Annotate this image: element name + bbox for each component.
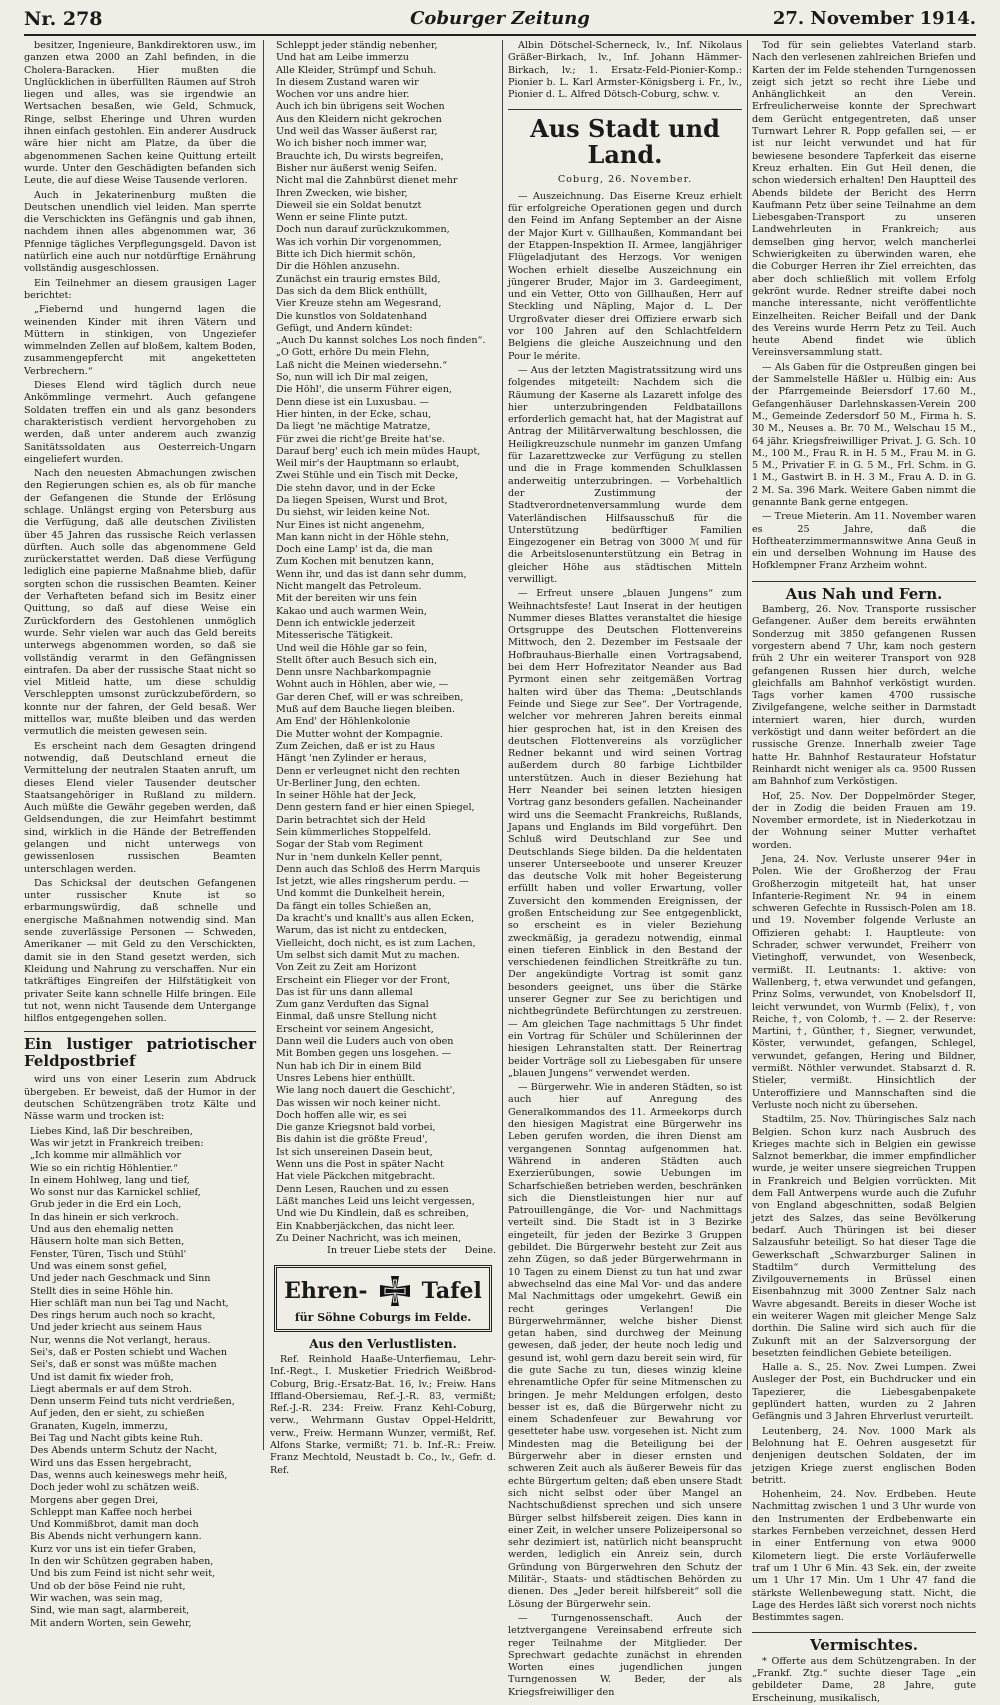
poem-line: Nur in 'nem dunkeln Keller pennt, — [276, 851, 443, 863]
news-item: Halle a. S., 25. Nov. Zwei Lumpen. Zwei Ausleger der Post, ein Buchdrucker und ein Tapezierer, die Liebesgabenpakete geplündert hatten, wurden zu 2 Jahren Gefängnis und 3 Jahren Ehrverlust verurteilt. — [752, 1362, 976, 1423]
poem-line: Darin betrachtet sich der Held — [276, 814, 426, 826]
poem-line: Aus den Kleidern nicht gekrochen — [276, 113, 442, 125]
poem-line: Kurz vor uns ist ein tiefer Graben, — [30, 1543, 197, 1555]
ehrentafel-title-left: Ehren- — [284, 1278, 368, 1305]
poem-line: Dir die Höhlen anzusehn. — [276, 261, 400, 273]
poem-line: Ur-Berliner Jung, den echten. — [276, 777, 421, 789]
paragraph: besitzer, Ingenieure, Bankdirektoren usw., im ganzen etwa 2000 an Zahl befinden, in die Cholera-Baracken. Hier mußten die Unglücklichen in überfüllten Räumen auf Stroh liegen und alles, was sie irgendwie an Wertsachen besaßen, wie Geld, Schmuck, Ringe, selbst Eheringe und Uhren wurden ihnen einfach gestohlen. Ein anderer Ausdruck wäre hier nicht am Platze, da über die abgenommenen Sachen keine Quittung erteilt wurde. Unter den Geschädigten befanden sich Leute, die auf diese Weise Tausende verloren. — [24, 40, 256, 187]
poem-line: Denn diese ist ein Luxusbau. — — [276, 396, 429, 408]
poem-line: Doch eine Lamp' ist da, die man — [276, 544, 433, 556]
column-rule — [263, 40, 264, 1450]
paragraph: Dieses Elend wird täglich durch neue Ankömmlinge vermehrt. Auch gefangene Soldaten treffen ein und als ganz besonders charakteristisch verdient hervorgehoben zu werden, daß unter anderem auch zwanzig Sanitätssoldaten aus Oesterreich-Ungarn eingeliefert wurden. — [24, 380, 256, 465]
poem-line: Und jeder nach Geschmack und Sinn — [30, 1273, 211, 1285]
poem-line: Und Kommißbrot, damit man doch — [30, 1519, 199, 1531]
news-item: Jena, 24. Nov. Verluste unserer 94er in Polen. Wie der Großherzog der Frau Großherzogin mitgeteilt hat, hat unser Infanterie-Regiment Nr. 94 in einem schweren Gefechte in Russisch-Polen am 18. und 19. November folgende Verluste an Offizieren gehabt: I. Hauptleute: von Schrader, schwer verwundet, Freiherr von Vietinghoff, verwundet, von Wesenbeck, vermißt. II. Leutnants: 1. aktive: von Wallenberg, †, etwa verwundet und gefangen, Prinz Solms, verwundet, von Knobelsdorf II, leicht verwundet, von Wurmb (Felix), †, von Reiche, †, von Colomb, †. — 2. der Reserve: Martini, †, Günther, †, Siegner, verwundet, Köster, verwundet, gefangen, Schlegel, verwundet, gefangen, Hering und Bildner, vermißt. Nöthler verwundet. Stabsarzt d. R. Stieler, vermißt. Hinsichtlich der Unteroffiziere und Mannschaften sind die Verluste noch nicht zu übersehen. — [752, 854, 976, 1111]
poem-line: Und ist damit fix wieder froh, — [30, 1371, 174, 1383]
news-item: — Auszeichnung. Das Eiserne Kreuz erhielt für erfolgreiche Operationen gegen und durch den Feind im Anfang September an der Aisne der Major Kurt v. Gillhaußen, Kommandant bei der Etappen-Inspektion II. Armee, langjähriger Flügeladjutant des Herzogs. Vor wenigen Wochen erhielt dieselbe Auszeichnung ein jüngerer Bruder, Major im 3. Gardeegiment, und ein Vetter, Otto von Gillhaußen, Herr auf Steckling und Näpling, Major d. L. Der Urgroßvater dieser drei Offiziere erwarb sich vor 100 Jahren auf den Schlachtfeldern Belgiens die gleiche Auszeichnung und den Pour le mérite. — [508, 190, 742, 362]
poem-line: Und bis zum Feind ist nicht sehr weit, — [30, 1568, 216, 1580]
ehrentafel-box — [274, 1265, 492, 1331]
poem-line: Zwei Stühle und ein Tisch mit Decke, — [276, 470, 459, 482]
poem-line: Liegt abermals er auf dem Stroh. — [30, 1383, 192, 1395]
poem-line: Mit Bomben gegen uns losgehen. — — [276, 1048, 452, 1060]
poem-line: Die Mutter wohnt der Kompagnie. — [276, 728, 443, 740]
poem-line: Da liegen Speisen, Wurst und Brot, — [276, 494, 448, 506]
news-item: Stadtilm, 25. Nov. Thüringisches Salz nach Belgien. Schon kurz nach Ausbruch des Krieges machte sich in Belgien ein gewisse Salznot bemerkbar, die immer empfindlicher wurde, je weiter unsere siegreichen Truppen in Frankreich und Belgien vorrückten. Mit dem Fall Antwerpens wurde auch die Zufuhr von England abgeschnitten, sodaß Belgien jetzt des Salzes, das seine Bevölkerung bedarf. Auch Thüringen ist bei dieser Salzausfuhr beteiligt. So hat dieser Tage die Gewerkschaft „Schwarzburger Salinen in Stadtilm“ durch Vermittelung des Zivilgouvernements in Brüssel einen Eisenbahnzug mit 3000 Zentner Salz nach Wavre abgesandt. Bereits in dieser Woche ist ein weiterer Wagen mit gleicher Menge Salz dorthin. Die Saline wird sich auch für die Zukunft mit an der Salzversorgung der besetzten feindlichen Gebiete beteiligen. — [752, 1114, 976, 1359]
poem-line: Gefügt, und Andern kündet: — [276, 322, 413, 334]
poem-line: Doch nun darauf zurückzukommen, — [276, 224, 450, 236]
poem-line: Denn er verleugnet nicht den rechten — [276, 765, 460, 777]
section-headline-vermischtes: Vermischtes. — [752, 1632, 976, 1651]
poem-line: Zum Kochen mit benutzen kann, — [276, 556, 435, 568]
paragraph: Ein Teilnehmer an diesem grausigen Lager berichtet: — [24, 277, 256, 301]
poem-line: Da kracht's und knallt's aus allen Ecken, — [276, 913, 475, 925]
news-item: Bamberg, 26. Nov. Transporte russischer Gefangener. Außer dem bereits erwähnten Sonderzug mit 3850 gefangenen Russen vorgestern abend 7 Uhr, kam noch gestern früh 2 Uhr ein weiterer Transport von 928 gefangenen Russen hier durch, welche gleichfalls am Bahnhof verköstigt wurden. Tags vorher kamen 4700 russische Zivilgefangene, welche seither in Darmstadt interniert waren, hier durch, wurden verköstigt und dann weiter befördert an die russische Grenze. Innerhalb zweier Tage hatte Hr. Bahnhof Restaurateur Hofstatur Reinhardt nicht weniger als ca. 9500 Russen am Bahnhof zum Verköstigen. — [752, 604, 976, 788]
poem-line: Um selbst sich damit Mut zu machen. — [276, 949, 460, 961]
section-headline-nah-fern: Aus Nah und Fern. — [752, 581, 976, 600]
poem-line: Muß auf dem Bauche liegen bleiben. — [276, 704, 456, 716]
poem-line: Nur, wenns die Not verlangt, heraus. — [30, 1334, 211, 1346]
poem-line: Wird uns das Essen hergebracht, — [30, 1457, 192, 1469]
poem-line: Grub jeder in die Erd ein Loch, — [30, 1199, 182, 1211]
poem-line: Hat viele Päckchen mitgebracht. — [276, 1171, 436, 1183]
article-russian-prisoners — [24, 40, 256, 1025]
poem-line: Du siehst, wir leiden keine Not. — [276, 507, 430, 519]
column-3 — [508, 40, 742, 1698]
poem-line: In das hinein er sich verkroch. — [30, 1211, 179, 1223]
poem-line: Sein kümmerliches Stoppelfeld. — [276, 827, 432, 838]
masthead — [24, 6, 976, 36]
poem-line: Erscheint vor seinem Angesicht, — [276, 1023, 434, 1035]
poem-line: Wenn ihr, und das ist dann sehr dumm, — [276, 568, 467, 580]
poem-line: Und ob der böse Feind nie ruht, — [30, 1580, 186, 1592]
ehrentafel-title-right: Tafel — [421, 1278, 482, 1305]
poem-line: Bitte ich Dich hiermit schön, — [276, 249, 416, 261]
poem-line: So, nun will ich Dir mal zeigen, — [276, 372, 429, 384]
poem-line: Zunächst ein traurig ernstes Bild, — [276, 273, 441, 285]
news-item: — Aus der letzten Magistratssitzung wird uns folgendes mitgeteilt: Nachdem sich die Räumung der Kaserne als Lazarett infolge des hier unterzubringenden Feldbataillons erforderlich gemacht hat, hat der Magistrat auf Antrag der Militärverwaltung beschlossen, die Heiligkreuzschule nunmehr im ganzen Umfang für Lazarettzwecke zur Verfügung zu stellen und die in Frage kommenden Schulklassen anderweitig unterzubringen. — Vorbehaltlich der Zustimmung der Stadtverordnetenversammlung wurde dem Vaterländischen Hilfsausschuß für die Unterstützung bedürftiger Familien Eingezogener ein Betrag von 3000 ℳ und für die Arbeitslosenunterstützung ein Betrag in gleicher Höhe aus städtischen Mitteln verwilligt. — [508, 364, 742, 585]
poem-line: Zum ganz Verduften das Signal — [276, 999, 429, 1011]
poem-line: Stellt dies in seine Höhle hin. — [30, 1285, 174, 1297]
poem-line: Wo sonst nur das Karnickel schlief, — [30, 1187, 201, 1199]
poem-line: Dann weil die Luders auch von oben — [276, 1036, 454, 1048]
news-item: Hof, 25. Nov. Der Doppelmörder Steger, der in Zodig die beiden Frauen am 19. November ermordete, ist in Niederkotzau in der Wohnung seiner Mutter verhaftet worden. — [752, 790, 976, 851]
poem-line: Sind, wie man sagt, alarmbereit, — [30, 1605, 190, 1617]
feldpost-poem-continued — [270, 40, 496, 1245]
poem-line: Doch hoffen alle wir, es sei — [276, 1109, 407, 1121]
poem-line: Wie lang noch dauert die Geschicht', — [276, 1085, 456, 1097]
poem-line: Wenn er seine Flinte putzt. — [276, 212, 408, 224]
feldpost-headline: Ein lustiger patriotischer Feldpostbrief — [24, 1031, 256, 1070]
poem-line: Das sich da dem Blick enthüllt, — [276, 285, 428, 297]
poem-line: Schleppt man Kaffee noch herbei — [30, 1506, 193, 1518]
poem-line: Denn auch das Schloß des Herrn Marquis — [276, 863, 481, 875]
column-rule — [747, 40, 748, 1450]
poem-line: Bisher nur äußerst wenig Seifen. — [276, 162, 438, 174]
poem-line: Warum, das ist nicht zu entdecken, — [276, 925, 448, 937]
poem-line: Und was einem sonst gefiel, — [30, 1260, 167, 1272]
poem-line: Ihren Zwecken, wie bisher, — [276, 187, 408, 199]
poem-line: Gar deren Chef, will er was schreiben, — [276, 691, 464, 703]
poem-line: Laß nicht die Meinen wiedersehn.“ — [276, 359, 448, 371]
feldpost-poem — [24, 1126, 256, 1630]
poem-line: Brauchte ich, Du wirsts begreifen, — [276, 150, 444, 162]
news-item: — Treue Mieterin. Am 11. November waren es 25 Jahre, daß die Hoftheaterzimmermannswitwe Anna Geuß in ein und derselben Wohnung im Hause des Hofklempner Franz Arzheim wohnt. — [752, 511, 976, 572]
verlustlisten-continued: Albin Dötschel-Scherneck, lv., Inf. Nikolaus Gräßer-Birkach, lv., Inf. Johann Hämmer-Birkach, lv.; 1. Ersatz-Feld-Pionier-Komp.: Pionier b. L. Karl Armster-Königsberg i. Fr., lv., Pionier d. L. Alfred Dötsch-Coburg, schw. v. — [508, 40, 742, 101]
poem-line: Granaten, Kugeln, immerzu, — [30, 1420, 168, 1432]
poem-line: Läßt manches Leid uns leicht vergessen, — [276, 1195, 475, 1207]
poem-line: Morgens aber gegen Drei, — [30, 1494, 159, 1506]
poem-line: Vielleicht, doch nicht, es ist zum Lachen, — [276, 937, 476, 949]
poem-line: Darauf berg' euch ich mein müdes Haupt, — [276, 445, 481, 457]
poem-line: Da liegt 'ne mächtige Matratze, — [276, 421, 431, 433]
poem-line: „Ich komme mir allmählich vor — [30, 1150, 182, 1162]
poem-line: „Auch Du kannst solches Los noch finden“. — [276, 335, 486, 347]
poem-line: Und wie Du Kindlein, daß es schreiben, — [276, 1208, 469, 1220]
poem-line: Was ich vorhin Dir vorgenommen, — [276, 236, 442, 248]
local-news-continued — [752, 40, 976, 573]
issue-number: Nr. 278 — [24, 8, 103, 30]
poem-line: Fenster, Türen, Tisch und Stühl' — [30, 1248, 187, 1260]
column-rule — [502, 40, 503, 1450]
verlustlisten-headline: Aus den Verlustlisten. — [309, 1336, 457, 1351]
poem-line: Unsres Lebens hier enthüllt. — [276, 1072, 416, 1084]
poem-line: Bis dahin ist die größte Freud', — [276, 1134, 428, 1146]
poem-line: Hängt 'nen Zylinder er heraus, — [276, 753, 427, 765]
poem-line: Denn gestern fand er hier einen Spiegel, — [276, 802, 475, 814]
news-item: — Erfreut unsere „blauen Jungens“ zum Weihnachtsfeste! Laut Inserat in der heutigen Nummer dieses Blattes veranstaltet die hiesige Ortsgruppe des Deutschen Flottenvereins Mittwoch, den 2. Dezember im Festsaale der Hofbrauhaus-Bierhalle einen Vortragsabend, bei dem Herr Hofrezitator Neander aus Bad Pyrmont einen sehr zeitgemäßen Vortrag halten wird über das Thema: „Deutschlands Feinde und Siege zur See“. Der Vortragende, welcher vor mehreren Jahren bereits einmal hier gesprochen hat, ist in den Kreisen des deutschen Flottenvereins als vorzüglicher Redner bekannt und wird seinen Vortrag außerdem durch 80 farbige Lichtbilder unterstützen. Auch in dieser Beziehung hat Herr Neander bei seinen letzten hiesigen Vortrag ganz besonders gefallen. Nacheinander wird uns die Seemacht Frankreichs, Rußlands, Japans und Englands im Bild vorgeführt. Den Schluß wird Deutschland zur See und Deutschlands Siege bilden. Da die heldentaten unserer Unterseeboote und unserer Kreuzer das deutsche Volk mit hoher Begeisterung erfüllt haben und voller Erwartung, voller Zuversicht den kommenden Ereignissen, der großen Entscheidung zur See entgegenblickt, so erscheint es in vieler Beziehung zweckmäßig, ja geradezu notwendig, einmal einen tieferen Einblick in den Bestand der verschiedenen feindlichen Streitkräfte zu tun. Der angekündigte Vortrag ist somit ganz besonders geeignet, uns über die Stärke unserer Gegner zur See zu berichtigen und nichtbegründete Befürchtungen zu zerstreuen. — Am gleichen Tage nachmittags 5 Uhr findet ein Vortrag für Schüler und Schülerinnen der hiesigen Lehranstalten statt. Der Reinertrag beider Vorträge soll zu Liebesgaben für unsere „blauen Jungens“ verwendet werden. — [508, 588, 742, 1079]
ehrentafel-title — [281, 1274, 485, 1308]
poem-line: Für zwei die richt'ge Breite hat'se. — [276, 433, 446, 445]
poem-line: Mitesserische Tätigkeit. — [276, 630, 394, 642]
news-item: Leutenberg, 24. Nov. 1000 Mark als Belohnung hat E. Oehren ausgesetzt für denjenigen deutschen Soldaten, der im jetzigen Kriege zuerst englischen Boden betritt. — [752, 1425, 976, 1486]
poem-line: Mit andern Worten, sein Gewehr, — [30, 1617, 192, 1629]
poem-line: Schleppt jeder ständig nebenher, — [276, 40, 438, 51]
poem-line: Wir wachen, was sein mag, — [30, 1592, 163, 1604]
poem-line: „O Gott, erhöre Du mein Flehn, — [276, 347, 430, 359]
poem-line: Wochen vor uns andre hier. — [276, 89, 410, 101]
issue-date: 27. November 1914. — [772, 8, 976, 29]
poem-line: Weil mir's der Hauptmann so erlaubt, — [276, 458, 460, 470]
poem-line: Alle Kleider, Strümpf und Schuh. — [276, 64, 437, 76]
poem-line: Hier schläft man nun bei Tag und Nacht, — [30, 1297, 229, 1309]
poem-line: Hier hinten, in der Ecke, schau, — [276, 408, 432, 420]
poem-line: Vier Kreuze stehn am Wegesrand, — [276, 298, 442, 310]
poem-line: Das ist für uns dann allemal — [276, 986, 413, 998]
poem-line: Was wir jetzt in Frankreich treiben: — [30, 1137, 204, 1149]
paragraph: Das Schicksal der deutschen Gefangenen unter russischer Knute ist so erbarmungswürdig, daß schnelle und energische Maßnahmen notwendig sind. Man sende zuverlässige Personen — Schweden, Amerikaner — mit Geld zu den Verschickten, damit sie in den Stand gesetzt werden, sich Kleidung und Nahrung zu verschaffen. Nur ein tatkräftiges Eingreifen der Hilfstätigkeit von privater Seite kann schnelle Hilfe bringen. Eile tut not, wenn nicht Tausende dem Untergange hilflos entgegengehen sollen. — [24, 877, 256, 1025]
poem-line: Man kann nicht in der Höhle stehn, — [276, 531, 450, 543]
poem-line: Bei Tag und Nacht gibts keine Ruh. — [30, 1433, 203, 1445]
poem-line: Auf jeden, den er sieht, zu schießen — [30, 1408, 205, 1420]
poem-line: Ein Knabberjäckchen, das nicht leer. — [276, 1220, 455, 1232]
column-4 — [752, 40, 976, 1704]
poem-line: Stellt öfter auch Besuch sich ein, — [276, 654, 438, 666]
poem-line: Auch ich bin übrigens seit Wochen — [276, 101, 445, 113]
poem-line: Und hat am Leibe immerzu — [276, 52, 409, 64]
poem-line: Da fängt ein tolles Schießen an, — [276, 900, 432, 912]
newspaper-title: Coburger Zeitung — [410, 8, 590, 29]
poem-line: Denn unsre Nachbarkompagnie — [276, 667, 432, 679]
poem-line: Und weil das Wasser äußerst rar, — [276, 126, 438, 138]
paragraph: „Fiebernd und hungernd lagen die weinenden Kinder mit ihren Vätern und Müttern in stinkigen, von Ungeziefer wimmelnden Zellen auf bloßem, kaltem Boden, zusammengepfercht mit angeketteten Verbrechern.“ — [24, 304, 256, 377]
poem-line: Von Zeit zu Zeit am Horizont — [276, 962, 417, 974]
poem-line: Und weil die Höhle gar so fein, — [276, 642, 428, 654]
poem-line: Liebes Kind, laß Dir beschreiben, — [30, 1125, 193, 1137]
poem-line: Das wissen wir noch keiner nicht. — [276, 1097, 441, 1109]
poem-line: Nicht mangelt das Petroleum. — [276, 581, 422, 593]
news-item: — Turngenossenschaft. Auch der letztvergangene Vereinsabend erfreute sich reger Teilnahme der Mitglieder. Der Sprechwart gedachte zunächst in ehrenden Worten eines jugendlichen jungen Turngenossen W. Beder, der als Kriegsfreiwilliger den — [508, 1612, 742, 1698]
poem-line: Die stehn davor, und in der Ecke — [276, 482, 436, 494]
regional-news — [752, 604, 976, 1624]
paragraph: Auch in Jekaterinenburg mußten die Deutschen unendlich viel leiden. Man sperrte die Verschickten ins Gefängnis und gab ihnen, nachdem ihnen alles abgenommen war, 36 Pfennige tägliches Verpflegungsgeld. Davon ist natürlich eine auch nur notdürftige Ernährung vollständig ausgeschlossen. — [24, 189, 256, 275]
poem-line: Erscheint ein Flieger vor der Front, — [276, 974, 451, 986]
poem-line: Die ganze Kriegsnot bald vorbei, — [276, 1122, 436, 1134]
poem-line: In einem Hohlweg, lang und tief, — [30, 1174, 190, 1186]
poem-line: Denn unserm Feind tuts nicht verdrießen, — [30, 1396, 235, 1408]
dateline: Coburg, 26. November. — [557, 174, 693, 186]
ehrentafel-subtitle: für Söhne Coburgs im Felde. — [294, 1311, 472, 1325]
poem-line: Das, wenns auch keineswegs mehr heiß, — [30, 1469, 228, 1481]
poem-line: Bis Abends nicht verhungern kann. — [30, 1531, 202, 1543]
verlustlisten-text: Ref. Reinhold Haaße-Unterfiemau, Lehr-Inf.-Regt., I. Musketier Friedrich Weißbrod-Coburg, Brig.-Ersatz-Bat. 16, lv.; Freiw. Hans Iffland-Obersiemau, Ref.-J.-R. 83, vermißt; Ref.-J.-R. 234: Freiw. Franz Kehl-Coburg, verw., Wehrmann Gustav Oppel-Heldritt, verw., Freiw. Hermann Wunzer, vermißt, Ref. Alfons Starke, vermißt; 71. b. Inf.-R.: Freiw. Franz Mechtold, Neustadt b. Co., lv., Gefr. d. Ref. — [270, 1353, 496, 1476]
news-item: — Als Gaben für die Ostpreußen gingen bei der Sammelstelle Häßler u. Hülbig ein: Aus der Pfarrgemeinde Beiersdorf 17.60 M., Gefangenhäuser Darlehnskassen-Verein 200 M., Gemeinde Zedersdorf 50 M., Firma h. S. 30 M., Neuses a. Br. 70 M., Welschau 15 M., 64 jähr. Kriegsfreiwilliger Privat. J. G. Sch. 10 M., 100 M., Frau R. in H. 5 M., Frau M. in G. 5 M., Privatier F. in G. 5 M., Frl. Schm. in G. 1 M., Gastwirt B. in H. 3 M., Frau A. D. in G. 2 M. Sa. 396 Mark. Weitere Gaben nimmt die genannte Bank gerne entgegen. — [752, 361, 976, 508]
poem-line: In seiner Höhle hat der Jeck, — [276, 790, 417, 802]
poem-line: Nun hab ich Dir in einem Bild — [276, 1060, 422, 1072]
poem-line: Mit der bereiten wir uns fein — [276, 593, 417, 605]
section-headline-stadt-land: Aus Stadt und Land. — [508, 109, 742, 168]
poem-line: Des rings herum auch noch so kracht, — [30, 1310, 216, 1322]
news-item: Hohenheim, 24. Nov. Erdbeben. Heute Nachmittag zwischen 1 und 3 Uhr wurde von den Instrumenten der Erdbebenwarte ein starkes Fernbeben verzeichnet, dessen Herd in einer Entfernung von etwa 9000 Kilometern liegt. Die erste Vorläuferwelle traf um 1 Uhr 6 Min. 43 Sek. ein, der zweite um 1 Uhr 17 Min. Um 1 Uhr 47 fand die stärkste Wellenbewegung statt. Nicht, die Lage des Herdes läßt sich vorerst noch nichts Bestimmtes sagen. — [752, 1489, 976, 1624]
column-2 — [270, 40, 496, 1476]
column-1 — [24, 40, 256, 1629]
news-item: — Bürgerwehr. Wie in anderen Städten, so ist auch hier auf Anregung des Generalkommandos des 11. Armeekorps durch den hiesigen Magistrat eine Bürgerwehr ins Leben gerufen worden, die ihren Dienst am vergangenen Sonntag aufgenommen hat. Während in anderen Städten auch Exerzierübungen, sowie Uebungen im Scharfschießen betrieben werden, beschränken sich die Dienstleistungen hier nur auf Patrouillengänge, die Vor- und Nachmittags verteilt sind. Die Stadt ist in 3 Bezirke eingeteilt, für jeden der Bezirke 3 Gruppen gebildet. Die Bürgerwehr besteht zur Zeit aus zehn Zügen, so daß jeder Bürgerwehrmann in 10 Tagen zu einem Dienst zu tun hat und zwar abwechselnd das eine Mal Vor- und das andere Mal Nachmittags oder umgekehrt. Gewiß ein recht geringes Verlangen! Die Bürgerwehrmänner, welche bisher Dienst getan haben, sind durchweg der Meinung gewesen, daß jeder, der heute noch ledig und gesund ist, wohl gern dazu bereit sein wird, für die gute Sache zu tun, dieses winzig kleine ehrenamtliche Opfer für seine Mitmenschen zu bringen. Je mehr Meldungen erfolgen, desto besser ist es, daß die Bürgerwehr nicht zu einem Schadenfeuer zur Bewahrung vor gesetteter habe usw. vorgesehen ist. Nicht zum Mindesten mag die Beteiligung bei der Bürgerwehr aber in dieser ernsten und schweren Zeit auch als äußerer Beweis für das echte Bürgertum gelten; daß eben unsere Stadt sich nicht selbst oder über Mangel an Nachtschußdienst sprechen und sich unsere Bürger selbst hilfsbereit zeigen. Dies kann in einer Zeit, in welcher unsere Polizeipersonal so sehr dezimiert ist, natürlich nicht beansprucht werden, lediglich ein Anreiz sein, durch Gründung von Bürgerwehren den Schutz der Militär-, Staats- und städtischen Behörden zu dienen. Des „Jeder bereit hilfsbereit“ soll die Lösung der Bürgerwehr sein. — [508, 1082, 742, 1610]
poem-line: Denn ich entwickle jederzeit — [276, 617, 416, 629]
poem-line: Doch jeder wohl zu schätzen weiß. — [30, 1482, 200, 1494]
poem-line: Und jeder kriecht aus seinem Haus — [30, 1322, 202, 1334]
poem-line: Die kunstlos von Soldatenhand — [276, 310, 427, 322]
poem-line: Zu Deiner Nachricht, was ich meinen, — [276, 1232, 462, 1244]
poem-line: Nicht mal die Zahnbürst dienet mehr — [276, 175, 458, 187]
local-news — [508, 191, 742, 1699]
poem-line: Einmal, daß unsre Stellung nicht — [276, 1011, 437, 1023]
poem-signoff — [270, 1245, 496, 1257]
poem-line: Ist sich unsereinen Dasein beut, — [276, 1146, 433, 1158]
paragraph: Es erscheint nach dem Gesagten dringend notwendig, daß Deutschland erneut die Vermittelung der neutralen Staaten anruft, um dieses Elend vieler Tausender deutscher Staatsangehöriger in Rußland zu mildern. Auch müßte die Gewähr gegeben werden, daß Geldsendungen, die zur Heimfahrt bestimmt sind, wirklich in die Hände der Betreffenden gelangen und nicht unterwegs von gewissenlosen russischen Beamten unterschlagen werden. — [24, 740, 256, 875]
poem-line: Sogar der Stab vom Regiment — [276, 839, 423, 851]
poem-line: Sei's, daß er Posten schiebt und Wachen — [30, 1346, 228, 1358]
vermischtes-text: * Offerte aus dem Schützengraben. In der „Frankf. Ztg.“ suchte dieser Tage „ein gebildeter Dame, 28 Jahre, gute Erscheinung, musikalisch, — [752, 1655, 976, 1704]
poem-line: Ist jetzt, wie alles ringsherum perdu. — — [276, 876, 469, 888]
poem-line: Dieweil sie ein Soldat benutzt — [276, 199, 422, 211]
poem-line: Wohnt auch in Höhlen, aber wie, — — [276, 679, 449, 691]
iron-cross-icon — [378, 1274, 412, 1308]
poem-line: Wie so ein richtig Höhlentier.“ — [30, 1162, 178, 1174]
poem-line: Am End' der Höhlenkolonie — [276, 716, 411, 728]
signoff-name: Deine. — [464, 1245, 496, 1257]
paragraph: Nach den neuesten Abmachungen zwischen den Regierungen schien es, als ob für manche der Gefangenen die Stunde der Erlösung schlage. Unlängst erging von Petersburg aus die Verfügung, daß alle deutschen Zivilisten über 45 Jahren das russische Reich verlassen dürften. Auch solle das abgenommene Geld zurückerstattet werden. Daß diese Verfügung lediglich eine papierne Maßnahme blieb, dafür sorgten schon die russischen Beamten. Keiner der Verhafteten befand sich im Besitz einer Quittung, so daß auf diese Weise ein Zurückfordern des Gestohlenen unmöglich wurde. Sehr vielen war auch das Geld bereits unterwegs abgenommen worden, so daß sie vollständig verarmt in den Gefängnissen eintrafen. Da aber der russische Staat nicht so viel Mitleid hatte, um diese schuldig Verschleppten umsonst zurückzubefördern, so konnte nur der fahren, der Geld besaß. Wer mittellos war, mußte bleiben und das werden vermutlich die meisten gewesen sein. — [24, 468, 256, 738]
poem-line: Des Abends unterm Schutz der Nacht, — [30, 1445, 218, 1457]
poem-line: Wo ich bisher noch immer war, — [276, 138, 427, 150]
poem-line: Denn Lesen, Rauchen und zu essen — [276, 1183, 449, 1195]
poem-line: Zum Zeichen, daß er ist zu Haus — [276, 740, 435, 752]
poem-line: Wenn uns die Post in später Nacht — [276, 1159, 444, 1171]
poem-line: Die Höhl', die unserm Führer eigen, — [276, 384, 452, 396]
poem-line: In den wir Schützen gegraben haben, — [30, 1556, 214, 1568]
poem-line: Und aus den ehemalig netten — [30, 1224, 174, 1236]
signoff-line: In treuer Liebe stets der — [327, 1245, 447, 1257]
news-item: Tod für sein geliebtes Vaterland starb. Nach den verlesenen zahlreichen Briefen und Karten der im Felde stehenden Turngenossen zeigt sich jetzt so recht ihre Liebe und Anhänglichkeit an den Verein. Erfreulicherweise konnte der Sprechwart dem Gerücht entgegentreten, daß unser Turnwart Lehrer R. Popp gefallen sei, — er ist nur leicht verwundet und hat für bewiesene besondere Tapferkeit das eiserne Kreuz erhalten. Ein Gut Heil denen, die schon wiedersich erhalten! Den Hauptteil des Abends bildete der Bericht des Herrn Kaufmann Petz über seine Teilnahme an dem Liebesgaben-Transport zu unseren Landwehrleuten in Frankreich; aus demselben ging hervor, welch mancherlei Schwierigkeiten zu überwinden waren, ehe die Coburger Herren ihr Ziel erreichten, das aber doch schließlich mit vollem Erfolg gekrönt wurde. Redner streifte dabei noch manche interessante, nicht veröffentlichte Einzelheiten. Reicher Beifall und der Dank des Vereins wurde Herrn Petz zu Teil. Auch heute Abend findet wie üblich Vereinsversammlung statt. — [752, 40, 976, 359]
poem-line: Kakao und auch warmen Wein, — [276, 605, 427, 617]
poem-line: Nur Eines ist nicht angenehm, — [276, 519, 425, 531]
poem-line: In diesem Zustand waren wir — [276, 76, 419, 88]
poem-line: Sei's, daß er sonst was müßte machen — [30, 1359, 217, 1371]
feldpost-intro: wird uns von einer Leserin zum Abdruck übergeben. Er beweist, daß der Humor in der deutschen Schützengräben trotz Kälte und Nässe warm und trocken ist: — [24, 1074, 256, 1123]
poem-line: Und kommt die Dunkelheit herein, — [276, 888, 445, 900]
poem-line: Häusern holte man sich Betten, — [30, 1236, 185, 1248]
